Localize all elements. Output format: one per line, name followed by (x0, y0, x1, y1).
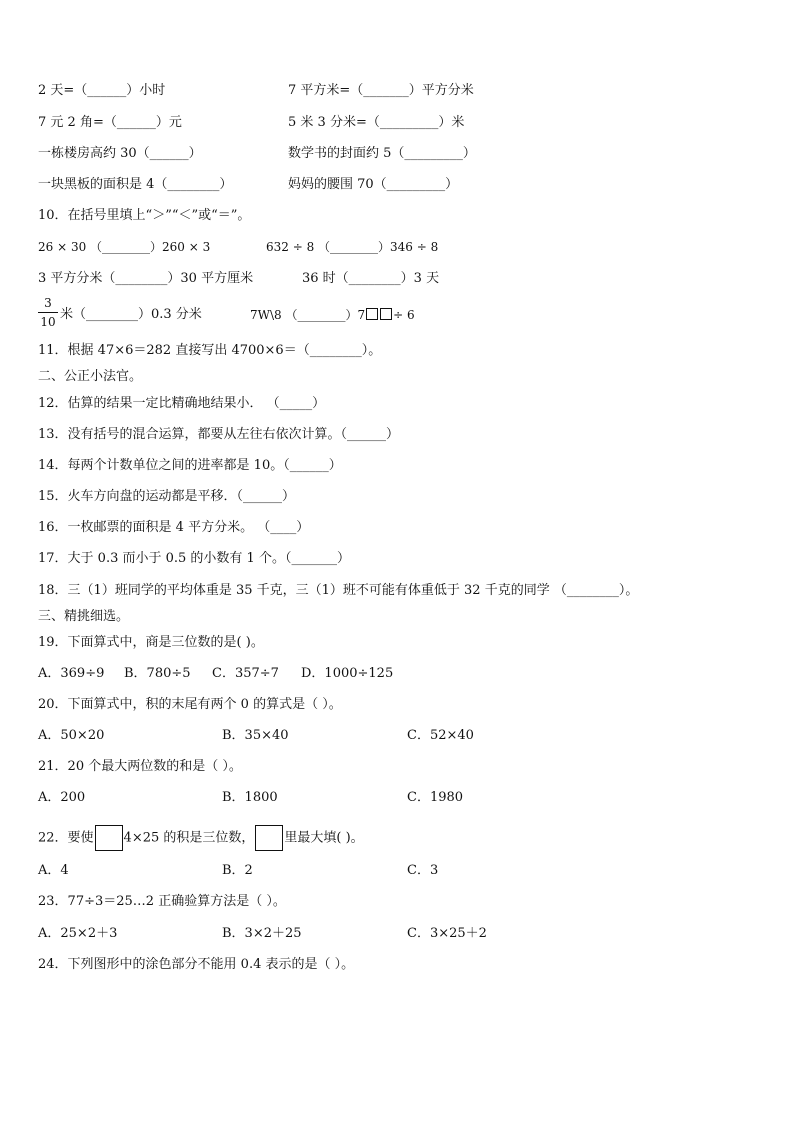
compare-right-text: ÷ 6 (393, 308, 415, 322)
judge-question: 16．一枚邮票的面积是 4 平方分米。 （____） (38, 520, 310, 535)
option-a: A．25×2＋3 (38, 926, 118, 941)
judge-question: 12．估算的结果一定比精确地结果小． （_____） (38, 396, 326, 411)
option-b: B．35×40 (222, 728, 289, 743)
option-d: D．1000÷125 (301, 666, 394, 681)
question-11: 11．根据 47×6＝282 直接写出 4700×6＝（________）。 (38, 343, 382, 358)
question-22-suffix: 里最大填( )。 (284, 830, 364, 846)
question-22-middle: 4×25 的积是三位数， (123, 830, 255, 846)
judge-question: 15．火车方向盘的运动都是平移．（______） (38, 489, 296, 504)
unit-fill-item: 数学书的封面约 5（_________） (288, 146, 476, 161)
judge-question: 17．大于 0.3 而小于 0.5 的小数有 1 个。（_______） (38, 551, 350, 566)
option-b: B．3×2＋25 (222, 926, 302, 941)
option-b: B．1800 (222, 790, 278, 805)
option-a: A．50×20 (38, 728, 105, 743)
option-c: C．1980 (407, 790, 464, 805)
compare-item: 3 平方分米（________）30 平方厘米 (38, 271, 254, 286)
fraction-three-tenths (38, 296, 58, 329)
question-24-stem: 24．下列图形中的涂色部分不能用 0.4 表示的是（ ）。 (38, 957, 355, 972)
section-3-heading: 三、精挑细选。 (38, 609, 130, 624)
option-a: A．200 (38, 790, 86, 805)
question-19-stem: 19．下面算式中，商是三位数的是( )。 (38, 635, 264, 650)
blank-square-icon (380, 308, 392, 320)
option-c: C．357÷7 (212, 666, 279, 681)
compare-item: 26 × 30 （________）260 × 3 (38, 240, 211, 254)
conversion-item: 7 平方米=（_______）平方分米 (288, 83, 474, 98)
option-a: A．4 (38, 863, 69, 878)
conversion-item: 2 天=（______）小时 (38, 83, 166, 98)
question-22-stem (38, 825, 364, 851)
compare-item: 36 时（________）3 天 (302, 271, 440, 286)
question-10-title: 10．在括号里填上“＞”“＜”或“＝”。 (38, 208, 251, 223)
option-b: B．2 (222, 863, 253, 878)
blank-square-icon (366, 308, 378, 320)
unit-fill-item: 妈妈的腰围 70（_________） (288, 177, 459, 192)
question-23-stem: 23．77÷3＝25…2 正确验算方法是（ ）。 (38, 894, 286, 909)
judge-question: 14．每两个计数单位之间的进率都是 10。（______） (38, 458, 342, 473)
option-c: C．52×40 (407, 728, 474, 743)
judge-question: 18．三（1）班同学的平均体重是 35 千克，三（1）班不可能有体重低于 32 千克的同学 （________）。 (38, 583, 639, 598)
conversion-item: 7 元 2 角=（______）元 (38, 115, 182, 130)
unit-fill-item: 一块黑板的面积是 4（________） (38, 177, 233, 192)
option-b: B．780÷5 (124, 666, 191, 681)
compare-item: 米（________）0.3 分米 (60, 307, 202, 322)
judge-question: 13．没有括号的混合运算，都要从左往右依次计算。（______） (38, 427, 400, 442)
unit-fill-item: 一栋楼房高约 30（______） (38, 146, 202, 161)
option-c: C．3×25＋2 (407, 926, 487, 941)
compare-left-text: 7W\8 （________）7 (250, 308, 366, 322)
option-a: A．369÷9 (38, 666, 105, 681)
section-2-heading: 二、公正小法官。 (38, 369, 143, 384)
fraction-numerator: 3 (44, 296, 52, 310)
fraction-denominator: 10 (40, 315, 56, 329)
question-20-stem: 20．下面算式中，积的末尾有两个 0 的算式是（ ）。 (38, 697, 342, 712)
compare-item (250, 306, 415, 324)
question-22-prefix: 22．要使 (38, 830, 94, 846)
conversion-item: 5 米 3 分米=（_________）米 (288, 115, 465, 130)
blank-box-icon (255, 825, 283, 851)
blank-box-icon (95, 825, 123, 851)
option-c: C．3 (407, 863, 439, 878)
compare-item: 632 ÷ 8 （________）346 ÷ 8 (266, 240, 439, 254)
question-21-stem: 21．20 个最大两位数的和是（ ）。 (38, 759, 242, 774)
